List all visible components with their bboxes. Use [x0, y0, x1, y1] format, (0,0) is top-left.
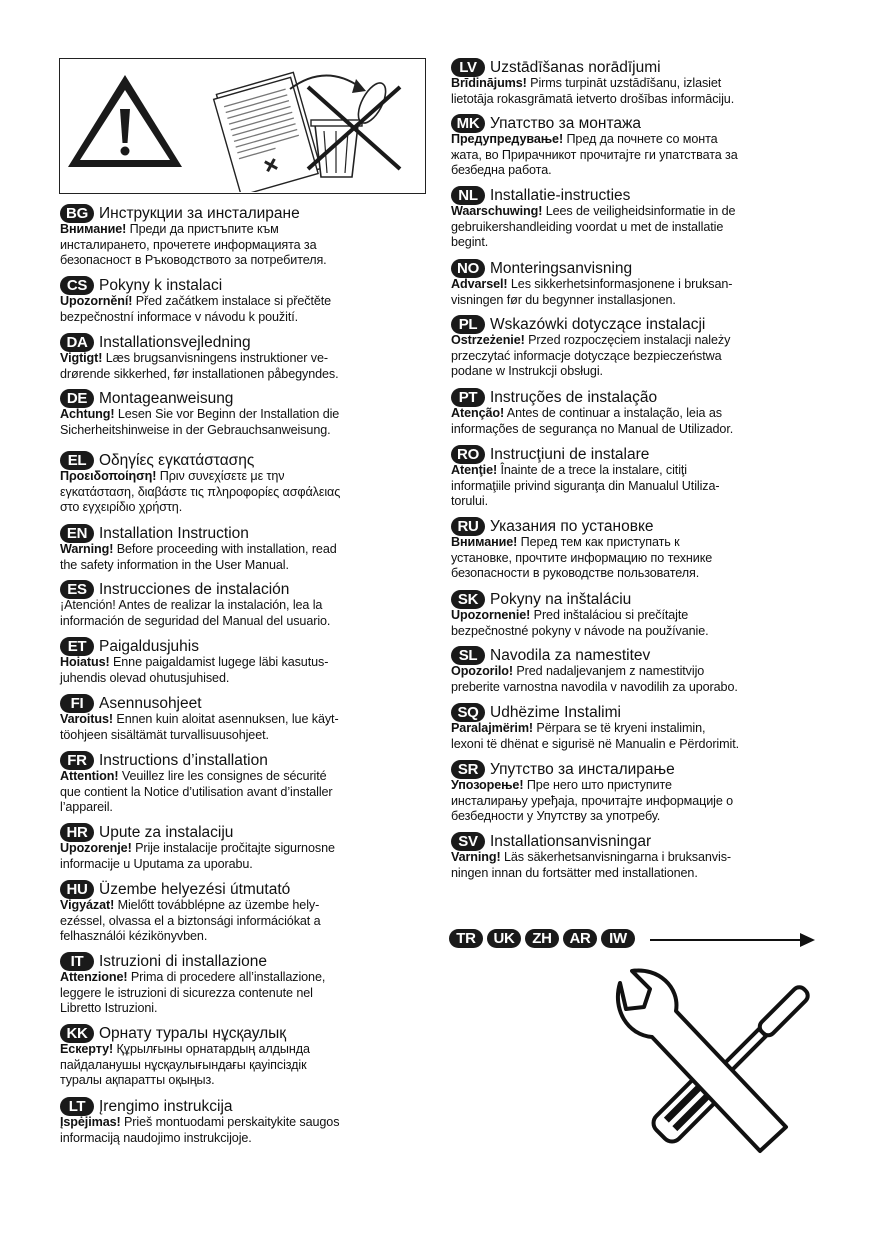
entry-title: Орнату туралы нұсқаулық — [99, 1025, 287, 1042]
body-line: Sicherheitshinweise in der Gebrauchsanweisung. — [60, 422, 331, 437]
entry-lt — [60, 1097, 425, 1146]
lang-badge: MK — [451, 114, 485, 133]
entry-title: Installationsanvisningar — [490, 833, 652, 850]
body-line: Ennen kuin aloitat asennuksen, lue käyt- — [113, 712, 339, 726]
body-line: töohjeen sisältämät turvallisuusohjeet. — [60, 727, 269, 742]
entry-title: Asennusohjeet — [99, 695, 202, 712]
entry-title: Navodila za namestitev — [490, 647, 651, 664]
body-line: informaciją naudojimo instrukcijoje. — [60, 1130, 252, 1145]
body-line: informações de segurança no Manual de Utilizador. — [451, 421, 734, 436]
body-line: juhendis olevad ohutusjuhised. — [60, 670, 230, 685]
body-line: безбедна работа. — [451, 163, 552, 177]
body-line: gebruikershandleiding voordat u met de installatie — [451, 219, 724, 234]
entry-it — [60, 952, 425, 1017]
entry-title: Paigaldusjuhis — [99, 638, 199, 655]
entry-da — [60, 333, 425, 382]
body-line: lietotāja rokasgrāmatā ietverto drošības informāciju. — [451, 91, 735, 106]
body-line: lexoni të dhënat e sigurisë në Manualin e Përdorimit. — [451, 736, 740, 751]
body-line: ezéssel, olvassa el a biztonsági információkat a — [60, 913, 321, 928]
warning-label: Warning! — [60, 542, 114, 556]
body-line: leggere le istruzioni di sicurezza contenute nel — [60, 985, 313, 1000]
body-line: felhasználói kézikönyvben. — [60, 929, 208, 943]
entry-nl — [451, 186, 821, 251]
entry-title: Installationsvejledning — [99, 334, 251, 351]
body-line: Pred inštaláciou si prečítajte — [530, 608, 689, 622]
body-line: que contient la Notice d’utilisation avant d’installer — [60, 784, 333, 799]
warning-label: Vigtigt! — [60, 351, 103, 365]
body-line: установке, прочтите информацию по технике — [451, 550, 713, 565]
other-languages-row — [449, 928, 639, 949]
warning-label: Προειδοποίηση! — [60, 469, 157, 483]
arrow-right-icon — [650, 939, 802, 941]
body-line: torului. — [451, 494, 488, 508]
entry-title: Installatie-instructies — [490, 187, 631, 204]
lang-badge: SK — [451, 590, 485, 609]
warning-label: Hoiatus! — [60, 655, 110, 669]
lang-badge: NO — [451, 259, 485, 278]
entry-kk — [60, 1024, 425, 1089]
entry-en — [60, 524, 425, 573]
entry-mk — [451, 114, 821, 179]
entry-title: Installation Instruction — [99, 525, 249, 542]
entry-sq — [451, 703, 821, 752]
warning-label: Упозорење! — [451, 778, 524, 792]
entry-title: Pokyny k instalaci — [99, 277, 223, 294]
arrow-head-icon — [800, 933, 815, 947]
body-line: informacije u Uputama za uporabu. — [60, 856, 253, 871]
entry-el — [60, 451, 425, 516]
warning-label: Vigyázat! — [60, 898, 115, 912]
warning-label: Ескерту! — [60, 1042, 114, 1056]
body-line: Enne paigaldamist lugege läbi kasutus- — [109, 655, 329, 669]
manual-in-bin-icon — [213, 72, 400, 192]
entry-pt — [451, 388, 821, 437]
body-line: туралы ақпаратты оқыңыз. — [60, 1073, 215, 1087]
entry-de — [60, 389, 425, 438]
lang-badge: CS — [60, 276, 94, 295]
body-line: drørende sikkerhed, før installationen påbegyndes. — [60, 366, 339, 381]
lang-badge: SL — [451, 646, 485, 665]
body-line: Læs brugsanvisningens instruktioner ve- — [102, 351, 328, 365]
warning-label: Atenţie! — [451, 463, 498, 477]
entry-title: Uzstādīšanas norādījumi — [490, 59, 661, 76]
lang-badge: IT — [60, 952, 94, 971]
lang-badge: EL — [60, 451, 94, 470]
warning-triangle-icon — [68, 75, 182, 167]
entry-title: Instruções de instalação — [490, 389, 658, 406]
body-line: ¡Atención! Antes de realizar la instalación, lea la — [60, 598, 323, 612]
warning-label: Upozorenje! — [60, 841, 132, 855]
lang-badge: ES — [60, 580, 94, 599]
lang-badge: HR — [60, 823, 94, 842]
lang-badge: LT — [60, 1097, 94, 1116]
lang-badge: LV — [451, 58, 485, 77]
body-line: Veuillez lire les consignes de sécurité — [118, 769, 327, 783]
warning-label: Brīdinājums! — [451, 76, 527, 90]
body-line: Πριν συνεχίσετε με την — [156, 469, 285, 483]
body-line: Преди да пристъпите към — [126, 222, 279, 236]
entry-title: Wskazówki dotyczące instalacji — [490, 316, 706, 333]
body-line: Libretto Istruzioni. — [60, 1001, 158, 1015]
lang-badge: SV — [451, 832, 485, 851]
warning-label: Varoitus! — [60, 712, 113, 726]
lang-badge: PT — [451, 388, 485, 407]
entry-bg — [60, 204, 425, 269]
body-line: Pred nadaljevanjem z namestitvijo — [512, 664, 705, 678]
body-line: Lesen Sie vor Beginn der Installation die — [114, 407, 340, 421]
body-line: Пре него што приступите — [523, 778, 672, 792]
body-line: Пред да почнете со монта — [563, 132, 718, 146]
lang-badge-ar: AR — [563, 929, 597, 948]
entry-title: Instrucţiuni de instalare — [490, 446, 650, 463]
warning-label: Įspėjimas! — [60, 1115, 121, 1129]
body-line: εγκατάσταση, διαβάστε τις πληροφορίες ασφάλειας — [60, 484, 341, 499]
entry-title: Instrucciones de instalación — [99, 581, 290, 598]
warning-label: Внимание! — [60, 222, 127, 236]
warning-label: Ostrzeżenie! — [451, 333, 525, 347]
body-line: инсталирането, прочетете информацията за — [60, 237, 317, 252]
entry-cs — [60, 276, 425, 325]
lang-badge-iw: IW — [601, 929, 635, 948]
lang-badge: RU — [451, 517, 485, 536]
warning-label: Attention! — [60, 769, 119, 783]
entry-fi — [60, 694, 425, 743]
warning-label: Opozorilo! — [451, 664, 513, 678]
entry-fr — [60, 751, 425, 816]
entry-title: Pokyny na inštaláciu — [490, 591, 632, 608]
body-line: безопасности в руководстве пользователя. — [451, 566, 700, 580]
entry-title: Οδηγίες εγκατάστασης — [99, 452, 255, 469]
lang-badge: PL — [451, 315, 485, 334]
warning-label: Atenção! — [451, 406, 505, 420]
body-line: Les sikkerhetsinformasjonene i bruksan- — [507, 277, 733, 291]
body-line: przeczytać informacje dotyczące bezpieczeństwa — [451, 348, 722, 363]
body-line: инсталирању уређаја, прочитајте информације о — [451, 793, 734, 808]
body-line: Antes de continuar a instalação, leia as — [504, 406, 722, 420]
entry-sv — [451, 832, 821, 881]
body-line: begint. — [451, 235, 489, 249]
entry-hr — [60, 823, 425, 872]
lang-badge: SR — [451, 760, 485, 779]
entry-title: Montageanweisung — [99, 390, 234, 407]
entry-sl — [451, 646, 821, 695]
lang-badge: DA — [60, 333, 94, 352]
entry-hu — [60, 880, 425, 945]
warning-label: Attenzione! — [60, 970, 128, 984]
body-line: bezpečnostné pokyny v návode na používanie. — [451, 623, 709, 638]
body-line: the safety information in the User Manual. — [60, 557, 289, 572]
lang-badge: HU — [60, 880, 94, 899]
entry-title: Üzembe helyezési útmutató — [99, 881, 291, 898]
body-line: l’appareil. — [60, 800, 113, 814]
entry-ro — [451, 445, 821, 510]
lang-badge: RO — [451, 445, 485, 464]
body-line: Înainte de a trece la instalare, citiţi — [497, 463, 687, 477]
entry-sr — [451, 760, 821, 825]
warning-label: Advarsel! — [451, 277, 508, 291]
entry-title: Указания по установке — [490, 518, 654, 535]
body-line: Përpara se të kryeni instalimin, — [533, 721, 706, 735]
body-line: Prima di procedere all’installazione, — [127, 970, 326, 984]
lang-badge-uk: UK — [487, 929, 521, 948]
lang-badge: SQ — [451, 703, 485, 722]
body-line: безбедности у Упутству за употребу. — [451, 809, 661, 823]
body-line: visningen før du begynner installasjonen. — [451, 292, 676, 307]
entry-title: Упутство за инсталирање — [490, 761, 675, 778]
warning-label: Upozornenie! — [451, 608, 531, 622]
body-line: Before proceeding with installation, read — [113, 542, 337, 556]
entry-lv — [451, 58, 821, 107]
safety-illustration-box — [59, 58, 426, 194]
body-line: Przed rozpoczęciem instalacji należy — [524, 333, 731, 347]
entry-title: Istruzioni di installazione — [99, 953, 268, 970]
body-line: podane w Instrukcji obsługi. — [451, 364, 603, 378]
lang-badge: KK — [60, 1024, 94, 1043]
body-line: Lees de veiligheidsinformatie in de — [542, 204, 736, 218]
body-line: Před začátkem instalace si přečtěte — [132, 294, 332, 308]
body-line: Құрылғыны орнатардың алдында — [113, 1042, 310, 1056]
lang-badge: NL — [451, 186, 485, 205]
body-line: ningen innan du fortsätter med installationen. — [451, 865, 698, 880]
lang-badge: EN — [60, 524, 94, 543]
body-line: пайдаланушы нұсқаулығындағы қауіпсіздік — [60, 1057, 307, 1072]
entry-title: Monteringsanvisning — [490, 260, 633, 277]
body-line: жата, во Прирачникот прочитајте ги упатствата за — [451, 147, 738, 162]
entry-no — [451, 259, 821, 308]
entry-title: Instructions d’installation — [99, 752, 268, 769]
body-line: informaţiile privind siguranţa din Manualul Utiliza- — [451, 478, 720, 493]
body-line: Prieš montuodami perskaitykite saugos — [120, 1115, 340, 1129]
entry-sk — [451, 590, 821, 639]
entry-pl — [451, 315, 821, 380]
wrench-screwdriver-icon — [610, 965, 820, 1165]
warning-label: Waarschuwing! — [451, 204, 543, 218]
entry-title: Įrengimo instrukcija — [99, 1098, 233, 1115]
warning-label: Внимание! — [451, 535, 518, 549]
entry-title: Инструкции за инсталиране — [99, 205, 300, 222]
lang-badge-tr: TR — [449, 929, 483, 948]
body-line: información de seguridad del Manual del usuario. — [60, 613, 331, 628]
body-line: безопасност в Ръководството за потребителя. — [60, 253, 327, 267]
entry-title: Upute za instalaciju — [99, 824, 234, 841]
entry-title: Упатство за монтажа — [490, 115, 641, 132]
body-line: Mielőtt továbblépne az üzembe hely- — [114, 898, 320, 912]
body-line: Prije instalacije pročitajte sigurnosne — [131, 841, 335, 855]
body-line: bezpečnostní informace v návodu k použití. — [60, 309, 299, 324]
warning-label: Achtung! — [60, 407, 115, 421]
lang-badge-zh: ZH — [525, 929, 559, 948]
body-line: Läs säkerhetsanvisningarna i bruksanvis- — [500, 850, 731, 864]
body-line: Перед тем как приступать к — [517, 535, 680, 549]
lang-badge: BG — [60, 204, 94, 223]
lang-badge: FI — [60, 694, 94, 713]
body-line: Pirms turpināt uzstādīšanu, izlasiet — [526, 76, 722, 90]
entry-title: Udhëzime Instalimi — [490, 704, 621, 721]
entry-et — [60, 637, 425, 686]
body-line: στο εγχειρίδιο χρήστη. — [60, 500, 183, 514]
body-line: preberite varnostna navodila v navodilih za uporabo. — [451, 679, 738, 694]
entry-ru — [451, 517, 821, 582]
lang-badge: ET — [60, 637, 94, 656]
entry-es — [60, 580, 425, 629]
warning-label: Предупредување! — [451, 132, 564, 146]
lang-badge: FR — [60, 751, 94, 770]
lang-badge: DE — [60, 389, 94, 408]
warning-label: Upozornění! — [60, 294, 133, 308]
warning-label: Paralajmërim! — [451, 721, 534, 735]
warning-label: Varning! — [451, 850, 501, 864]
